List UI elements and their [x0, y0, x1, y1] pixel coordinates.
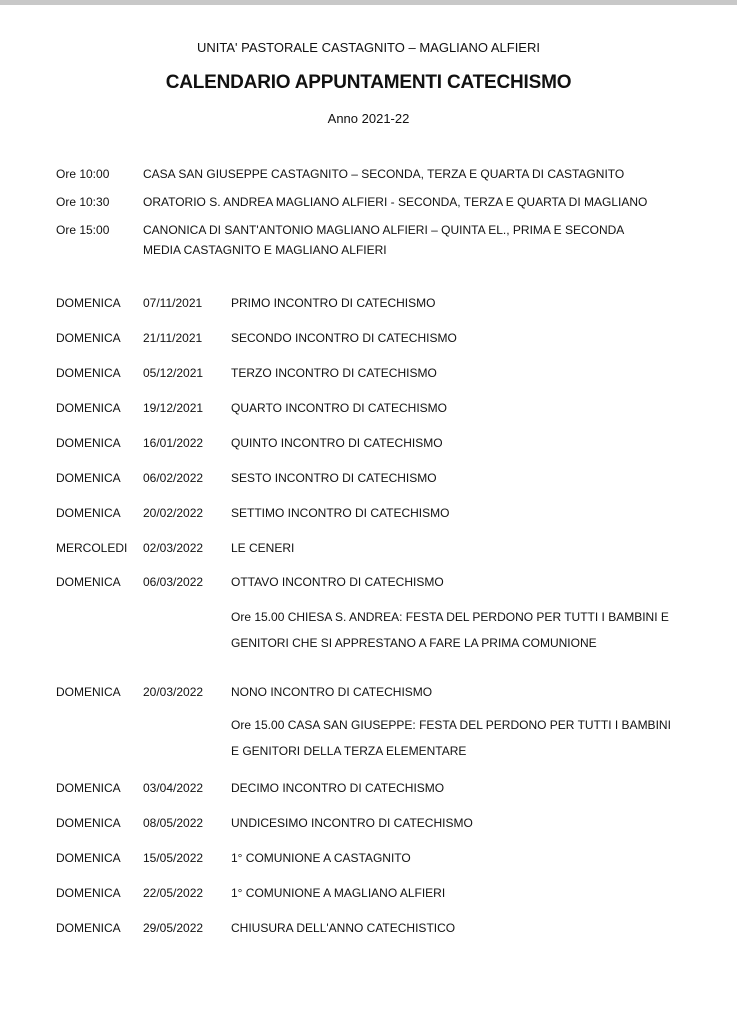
event-date: 15/05/2022	[143, 851, 204, 865]
event-date: 20/02/2022	[143, 506, 204, 520]
organization-heading: UNITA' PASTORALE CASTAGNITO – MAGLIANO ALFIERI	[197, 40, 540, 55]
event-description: 1° COMUNIONE A CASTAGNITO	[231, 851, 411, 865]
schedule-place: CANONICA DI SANT'ANTONIO MAGLIANO ALFIERI – QUINTA EL., PRIMA E SECONDA MEDIA CASTAGNITO E MAGLIANO ALFIERI	[143, 223, 624, 257]
event-day: DOMENICA	[56, 816, 121, 830]
event-day: DOMENICA	[56, 921, 121, 935]
event-day: DOMENICA	[56, 436, 121, 450]
event-day: DOMENICA	[56, 886, 121, 900]
schedule-place: ORATORIO S. ANDREA MAGLIANO ALFIERI - SECONDA, TERZA E QUARTA DI MAGLIANO	[143, 195, 648, 209]
event-date: 07/11/2021	[143, 296, 203, 310]
event-description: DECIMO INCONTRO DI CATECHISMO	[231, 781, 445, 795]
event-date: 29/05/2022	[143, 921, 204, 935]
event-day: DOMENICA	[56, 506, 121, 520]
event-description: SESTO INCONTRO DI CATECHISMO	[231, 471, 437, 485]
event-description: QUINTO INCONTRO DI CATECHISMO	[231, 436, 443, 450]
event-day: DOMENICA	[56, 685, 121, 699]
event-day: DOMENICA	[56, 366, 121, 380]
event-date: 16/01/2022	[143, 436, 204, 450]
event-day: MERCOLEDI	[56, 541, 128, 555]
event-date: 08/05/2022	[143, 816, 204, 830]
schedule-time: Ore 15:00	[56, 223, 110, 237]
event-date: 20/03/2022	[143, 685, 204, 699]
event-description: QUARTO INCONTRO DI CATECHISMO	[231, 401, 448, 415]
event-date: 06/03/2022	[143, 575, 204, 589]
year-label: Anno 2021-22	[327, 111, 410, 126]
event-day: DOMENICA	[56, 781, 121, 795]
event-day: DOMENICA	[56, 296, 121, 310]
event-date: 22/05/2022	[143, 886, 204, 900]
schedule-time: Ore 10:30	[56, 195, 110, 209]
event-description: OTTAVO INCONTRO DI CATECHISMO	[231, 575, 444, 589]
event-note: Ore 15.00 CHIESA S. ANDREA: FESTA DEL PERDONO PER TUTTI I BAMBINI E GENITORI CHE SI APPRESTANO A FARE LA PRIMA COMUNIONE	[231, 610, 669, 650]
event-description: SETTIMO INCONTRO DI CATECHISMO	[231, 506, 450, 520]
event-date: 19/12/2021	[143, 401, 204, 415]
event-day: DOMENICA	[56, 401, 121, 415]
event-description: PRIMO INCONTRO DI CATECHISMO	[231, 296, 436, 310]
event-day: DOMENICA	[56, 331, 121, 345]
event-date: 05/12/2021	[143, 366, 204, 380]
event-description: TERZO INCONTRO DI CATECHISMO	[231, 366, 437, 380]
event-day: DOMENICA	[56, 471, 121, 485]
event-date: 03/04/2022	[143, 781, 204, 795]
event-day: DOMENICA	[56, 575, 121, 589]
event-description: CHIUSURA DELL'ANNO CATECHISTICO	[231, 921, 456, 935]
event-description: UNDICESIMO INCONTRO DI CATECHISMO	[231, 816, 473, 830]
event-day: DOMENICA	[56, 851, 121, 865]
event-date: 02/03/2022	[143, 541, 204, 555]
page-top-border	[0, 0, 737, 5]
page-title: CALENDARIO APPUNTAMENTI CATECHISMO	[165, 72, 572, 93]
event-date: 06/02/2022	[143, 471, 204, 485]
schedule-time: Ore 10:00	[56, 167, 110, 181]
event-description: 1° COMUNIONE A MAGLIANO ALFIERI	[231, 886, 446, 900]
event-description: SECONDO INCONTRO DI CATECHISMO	[231, 331, 457, 345]
event-date: 21/11/2021	[143, 331, 203, 345]
schedule-place: CASA SAN GIUSEPPE CASTAGNITO – SECONDA, TERZA E QUARTA DI CASTAGNITO	[143, 167, 625, 181]
event-description: LE CENERI	[231, 541, 295, 555]
event-note: Ore 15.00 CASA SAN GIUSEPPE: FESTA DEL PERDONO PER TUTTI I BAMBINI E GENITORI DELLA TERZA ELEMENTARE	[231, 718, 671, 758]
event-description: NONO INCONTRO DI CATECHISMO	[231, 685, 433, 699]
